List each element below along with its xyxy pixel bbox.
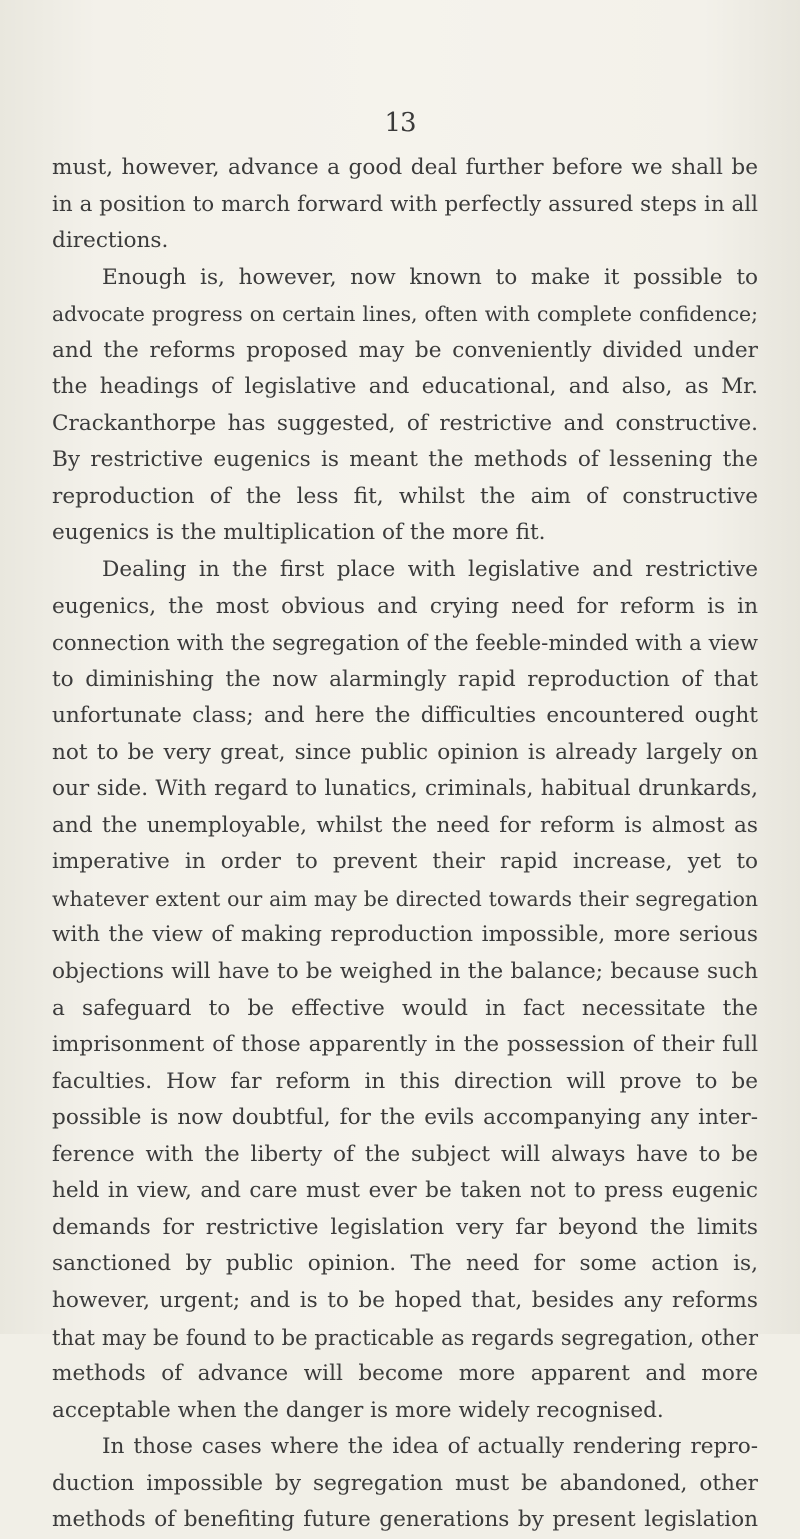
text-line: possible is now doubtful, for the evils accompanying any inter- bbox=[52, 1105, 758, 1131]
text-line: reproduction of the less fit, whilst the aim of constructive bbox=[52, 483, 758, 509]
text-line: unfortunate class; and here the difficulties encountered ought bbox=[52, 703, 758, 729]
text-line: to diminishing the now alarmingly rapid reproduction of that bbox=[52, 666, 758, 692]
text-line: whatever extent our aim may be directed towards their segregation bbox=[52, 886, 758, 911]
text-line: ference with the liberty of the subject will always have to be bbox=[52, 1141, 758, 1167]
text-line: demands for restrictive legislation very far beyond the limits bbox=[52, 1214, 758, 1240]
text-line: our side. With regard to lunatics, criminals, habitual drunkards, bbox=[52, 776, 758, 802]
text-line: methods of advance will become more apparent and more bbox=[52, 1361, 758, 1387]
paragraph-start-line: Dealing in the first place with legislative and restrictive bbox=[102, 557, 758, 583]
text-line: advocate progress on certain lines, often with complete confidence; bbox=[52, 302, 758, 327]
body-text bbox=[52, 150, 758, 1539]
text-line: and the unemployable, whilst the need for reform is almost as bbox=[52, 812, 758, 838]
text-line: connection with the segregation of the feeble-minded with a view bbox=[52, 630, 758, 656]
text-line: a safeguard to be effective would in fact necessitate the bbox=[52, 995, 758, 1021]
text-line: that may be found to be practicable as regards segregation, other bbox=[52, 1325, 758, 1350]
text-line: held in view, and care must ever be taken not to press eugenic bbox=[52, 1178, 758, 1204]
text-line: duction impossible by segregation must be abandoned, other bbox=[52, 1470, 758, 1496]
text-line: eugenics, the most obvious and crying need for reform is in bbox=[52, 593, 758, 619]
text-line: and the reforms proposed may be conveniently divided under bbox=[52, 337, 758, 363]
text-line: methods of benefiting future generations by present legislation bbox=[52, 1507, 758, 1533]
paragraph-start-line: In those cases where the idea of actually rendering repro- bbox=[102, 1434, 758, 1460]
text-line: eugenics is the multiplication of the more fit. bbox=[52, 520, 546, 546]
text-line: directions. bbox=[52, 228, 169, 254]
text-line: By restrictive eugenics is meant the methods of lessening the bbox=[52, 447, 758, 473]
text-line: must, however, advance a good deal further before we shall be bbox=[52, 155, 758, 180]
text-line: not to be very great, since public opinion is already largely on bbox=[52, 739, 758, 765]
text-line: sanctioned by public opinion. The need for some action is, bbox=[52, 1251, 758, 1277]
text-line: in a position to march forward with perfectly assured steps in all bbox=[52, 191, 758, 217]
text-line: objections will have to be weighed in the balance; because such bbox=[52, 959, 758, 985]
text-line: however, urgent; and is to be hoped that, besides any reforms bbox=[52, 1287, 758, 1313]
text-line: faculties. How far reform in this direction will prove to be bbox=[52, 1068, 758, 1094]
paragraph-start-line: Enough is, however, now known to make it possible to bbox=[102, 264, 758, 290]
text-line: Crackanthorpe has suggested, of restrictive and constructive. bbox=[52, 410, 758, 436]
text-line: the headings of legislative and educational, and also, as Mr. bbox=[52, 374, 758, 400]
text-line: imprisonment of those apparently in the possession of their full bbox=[52, 1032, 758, 1058]
text-line: with the view of making reproduction impossible, more serious bbox=[52, 922, 758, 948]
page-number: 13 bbox=[384, 108, 416, 138]
text-line: imperative in order to prevent their rapid increase, yet to bbox=[52, 849, 758, 875]
text-line: acceptable when the danger is more widely recognised. bbox=[52, 1397, 664, 1423]
